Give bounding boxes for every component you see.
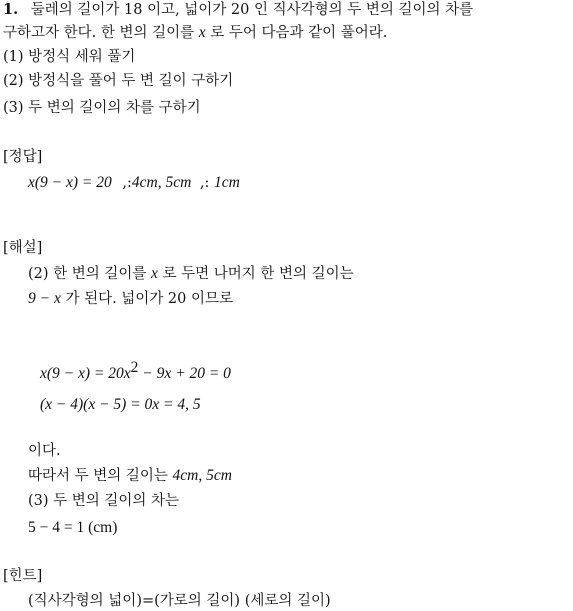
solution-text-2b: 가 된다. 넓이가 20 이므로	[65, 291, 234, 307]
solution-line-4	[28, 466, 232, 486]
hint-header: [힌트]	[3, 568, 43, 584]
answer-line	[28, 173, 240, 193]
step-3: (3) 두 변의 길이의 차를 구하기	[3, 100, 201, 116]
solution-line-5: (3) 두 변의 길이의 차는	[28, 493, 180, 509]
solution-header: [해설]	[3, 240, 43, 256]
solution-line-6	[28, 518, 117, 538]
equation-1-left: x(9 − x) = 20x	[40, 365, 131, 382]
solution-text-4a: 따라서 두 변의 길이는	[28, 468, 168, 484]
hint-text: (직사각형의 넓이)=(가로의 길이) (세로의 길이)	[28, 593, 331, 609]
answer-sep-1: ,:	[122, 175, 132, 191]
answer-header: [정답]	[3, 149, 43, 165]
step-2: (2) 방정식을 풀어 두 변 길이 구하기	[3, 73, 234, 89]
problem-number: 1.	[3, 1, 19, 18]
problem-text-1: 둘레의 길이가 18 이고, 넓이가 20 인 직사각형의 두 변의 길이의 차를	[30, 2, 474, 18]
difference-equation: 5 − 4 = 1 (cm)	[28, 519, 118, 536]
variable-x: x	[198, 24, 206, 41]
equation-2-text: (x − 4)(x − 5) = 0x = 4, 5	[40, 396, 201, 413]
equation-1-right: − 9x + 20 = 0	[138, 365, 231, 382]
solution-line-2	[28, 289, 233, 309]
answer-difference: 1cm	[214, 174, 240, 191]
answer-sep-2: ,:	[199, 175, 210, 191]
solution-lengths: 4cm, 5cm	[172, 467, 232, 484]
equation-1	[40, 359, 231, 384]
problem-text-2b: 로 두어 다음과 같이 풀어라.	[210, 25, 388, 41]
equation-2	[40, 395, 201, 415]
problem-line-2	[3, 23, 387, 43]
solution-expression: 9 − x	[28, 290, 61, 307]
answer-equation: x(9 − x) = 20	[28, 174, 112, 191]
solution-line-1	[28, 264, 354, 284]
step-1: (1) 방정식 세워 풀기	[3, 49, 136, 65]
answer-solutions: 4cm, 5cm	[131, 174, 192, 191]
solution-text-1b: 로 두면 나머지 한 변의 길이는	[162, 266, 354, 282]
solution-variable-x: x	[151, 265, 158, 282]
solution-text-1a: (2) 한 변의 길이를	[28, 266, 147, 282]
problem-text-2a: 구하고자 한다. 한 변의 길이를	[3, 25, 195, 41]
equation-1-exponent: 2	[130, 359, 139, 377]
solution-line-3: 이다.	[28, 443, 61, 459]
problem-line-1	[3, 0, 473, 20]
